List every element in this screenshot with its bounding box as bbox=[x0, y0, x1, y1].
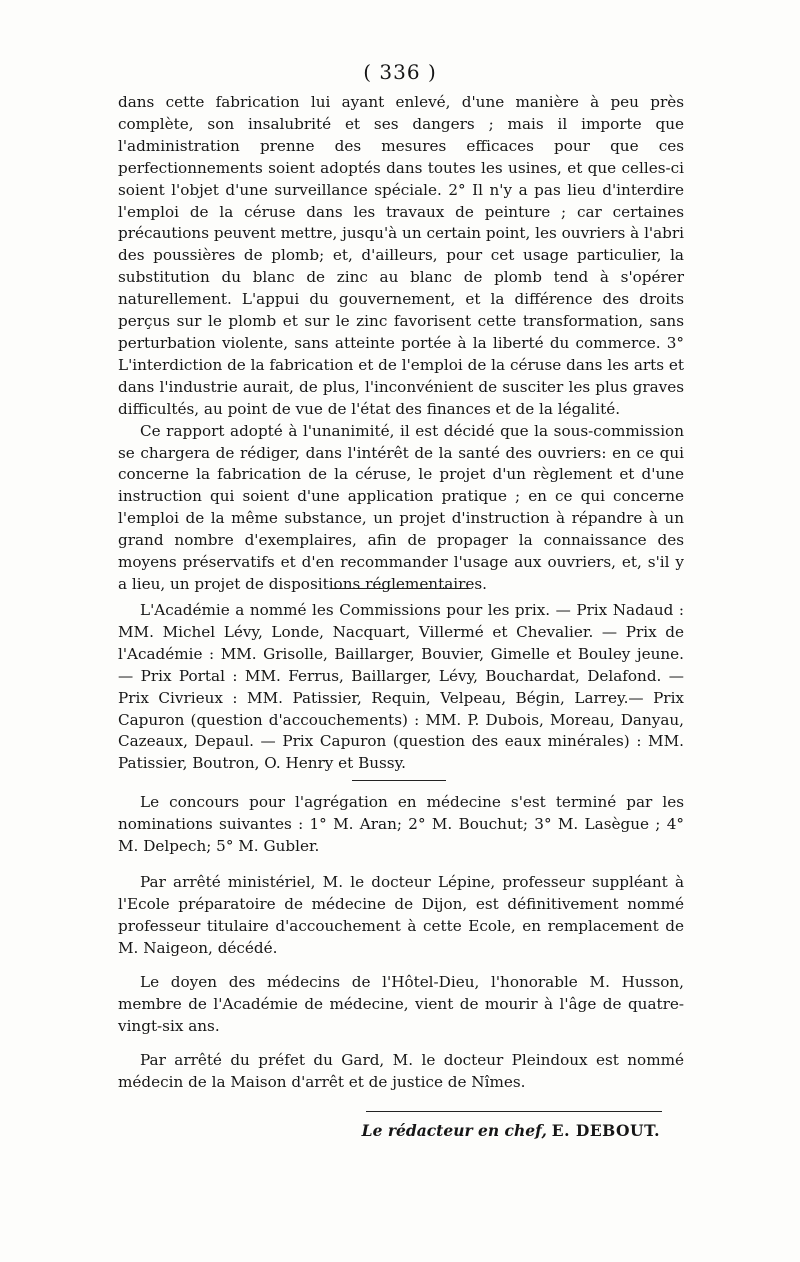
appointment-news bbox=[118, 872, 684, 960]
agregation-news bbox=[118, 792, 684, 858]
news-paragraph: Le doyen des médecins de l'Hôtel-Dieu, l'honorable M. Husson, membre de l'Académie de médecine, vient de mourir à l'âge de quatre-vingt-six ans. bbox=[118, 973, 684, 1035]
section-divider bbox=[330, 588, 470, 589]
obituary-news bbox=[118, 972, 684, 1038]
prize-commissions-news bbox=[118, 600, 684, 775]
report-conclusion bbox=[118, 92, 684, 596]
closing-rule bbox=[366, 1111, 662, 1112]
signature-role: Le rédacteur en chef, bbox=[361, 1121, 547, 1140]
prefect-appointment-news bbox=[118, 1050, 684, 1094]
section-divider bbox=[352, 780, 446, 781]
editor-signature bbox=[360, 1121, 660, 1140]
news-paragraph: L'Académie a nommé les Commissions pour les prix. — Prix Nadaud : MM. Michel Lévy, Londe, Nacquart, Villermé et Chevalier. — Prix de l'Académie : MM. Grisolle, Baillarger, Bouvier, Gimelle et Bouley jeune. — Prix Portal : MM. Ferrus, Baillarger, Lévy, Bouchardat, Delafond. — Prix Civrieux : MM. Patissier, Requin, Velpeau, Bégin, Larrey.— Prix Capuron (question d'accouchements) : MM. P. Dubois, Moreau, Danyau, Cazeaux, Depaul. — Prix Capuron (question des eaux minérales) : MM. Patissier, Boutron, O. Henry et Bussy. bbox=[118, 601, 684, 773]
news-paragraph: Par arrêté ministériel, M. le docteur Lépine, professeur suppléant à l'Ecole préparatoire de médecine de Dijon, est définitivement nommé professeur titulaire d'accouchement à cette Ecole, en remplacement de M. Naigeon, décédé. bbox=[118, 873, 684, 957]
news-paragraph: Le concours pour l'agrégation en médecine s'est terminé par les nominations suivantes : 1° M. Aran; 2° M. Bouchut; 3° M. Lasègue ; 4° M. Delpech; 5° M. Gubler. bbox=[118, 793, 684, 855]
report-decision-paragraph: Ce rapport adopté à l'unanimité, il est décidé que la sous-commission se chargera de rédiger, dans l'intérêt de la santé des ouvriers: en ce qui concerne la fabrication de la céruse, le projet d'un règlement et d'une instruction qui soient d'une application pratique ; en ce qui concerne l'emploi de la même substance, un projet d'instruction à répandre à un grand nombre d'exemplaires, afin de propager la connaissance des moyens préservatifs et d'en recommander l'usage aux ouvriers, et, s'il y a lieu, un projet de dispositions réglementaires. bbox=[118, 421, 684, 593]
report-paragraph: dans cette fabrication lui ayant enlevé, d'une manière à peu près complète, son insalubrité et ses dangers ; mais il importe que l'administration prenne des mesures efficaces pour que ces perfectionnements soient adoptés dans toutes les usines, et que celles-ci soient l'objet d'une surveillance spéciale. 2° Il n'y a pas lieu d'interdire l'emploi de la céruse dans les travaux de peinture ; car certaines précautions peuvent mettre, jusqu'à un certain point, les ouvriers à l'abri des poussières de plomb; et, d'ailleurs, pour cet usage particulier, la substitution du blanc de zinc au blanc de plomb tend à s'opérer naturellement. L'appui du gouvernement, et la différence des droits perçus sur le plomb et sur le zinc favorisent cette transformation, sans perturbation violente, sans atteinte portée à la liberté du commerce. 3° L'interdiction de la fabrication et de l'emploi de la céruse dans les arts et dans l'industrie aurait, de plus, l'inconvénient de susciter les plus graves difficultés, au point de vue de l'état des finances et de la légalité. bbox=[118, 93, 684, 418]
signature-name: E. DEBOUT. bbox=[551, 1121, 660, 1140]
news-paragraph: Par arrêté du préfet du Gard, M. le docteur Pleindoux est nommé médecin de la Maison d'arrêt et de justice de Nîmes. bbox=[118, 1051, 684, 1091]
page-number: ( 336 ) bbox=[363, 60, 437, 84]
